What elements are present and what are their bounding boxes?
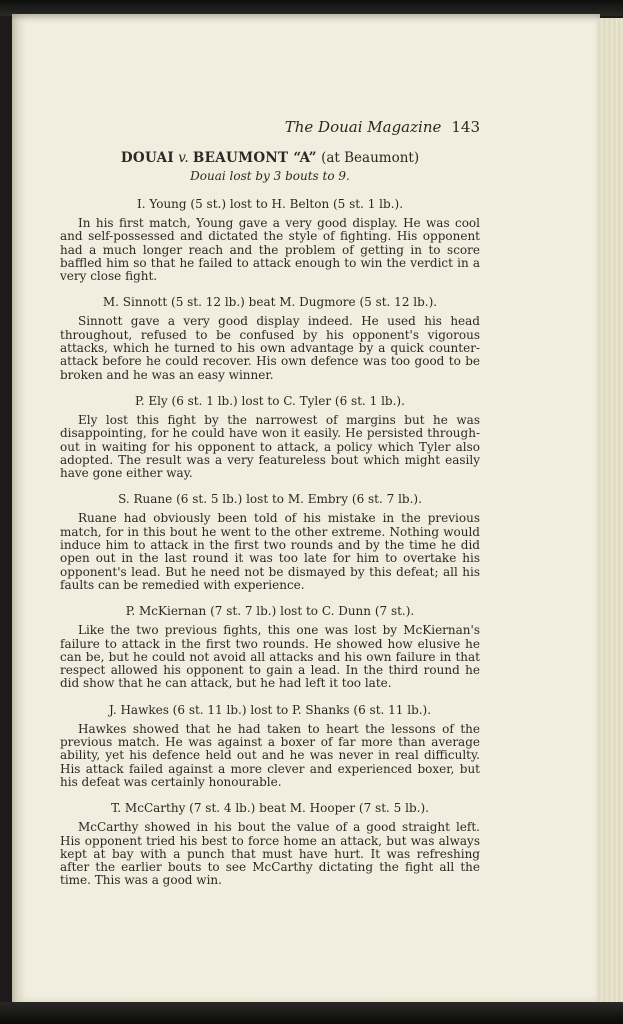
bout-report: McCarthy showed in his bout the value of a good straight left. His opponent tried his best to force home an attack, but was always kept at bay with a punch that must have hurt. It was refreshing after the earlier bouts to see McCarthy dictating the fight all the time. This was a good win. xyxy=(60,820,480,888)
bout-report: Ruane had obviously been told of his mistake in the previous match, for in this bout he went to the other extreme. Nothing would induce him to attack in the first two rounds and by the time he did open out in the last round it was too late for him to overtake his opponent's lead. But he need not be dismayed by this defeat; all his faults can be remedied with experience. xyxy=(60,511,480,592)
bout-report: Sinnott gave a very good display indeed. He used his head throughout, refused to be confused by his opponent's vigorous attacks, which he turned to his own advantage by a quick counter-attack before he could recover. His own defence was too good to be broken and he was an easy winner. xyxy=(60,314,480,382)
match-venue: (at Beaumont) xyxy=(321,150,420,166)
bout-section xyxy=(60,394,480,480)
page-content xyxy=(60,118,480,900)
bout-heading: S. Ruane (6 st. 5 lb.) lost to M. Embry (6 st. 7 lb.). xyxy=(118,492,422,507)
bout-section xyxy=(60,197,480,283)
bout-section xyxy=(60,492,480,592)
bout-heading: T. McCarthy (7 st. 4 lb.) beat M. Hooper (7 st. 5 lb.). xyxy=(111,801,429,816)
bout-report: Ely lost this fight by the narrowest of margins but he was disappointing, for he could have won it easily. He persisted through-out in waiting for his opponent to attack, a policy which Tyler also adopted. The result was a very featureless bout which might easily have gone either way. xyxy=(60,412,480,481)
bout-heading: I. Young (5 st.) lost to H. Belton (5 st. 1 lb.). xyxy=(136,197,404,211)
bout-heading: P. McKiernan (7 st. 7 lb.) lost to C. Dunn (7 st.). xyxy=(125,604,415,619)
running-head xyxy=(60,118,480,136)
bout-heading: J. Hawkes (6 st. 11 lb.) lost to P. Shanks (6 st. 11 lb.). xyxy=(108,702,432,717)
magazine-title: The Douai Magazine xyxy=(284,118,442,136)
match-versus: v. xyxy=(178,150,189,166)
bout-report: Like the two previous fights, this one was lost by McKiernan's failure to attack in the first two rounds. He showed how elusive he can be, but he could not avoid all attacks and his own failure in that respect allowed his opponent to gain a lead. In the third round he did show that he can attack, but he had left it too late. xyxy=(60,623,480,691)
match-result: Douai lost by 3 bouts to 9. xyxy=(190,169,350,183)
bout-section xyxy=(60,703,480,789)
bout-heading: M. Sinnott (5 st. 12 lb.) beat M. Dugmore (5 st. 12 lb.). xyxy=(102,295,438,310)
match-school: DOUAI xyxy=(120,150,174,166)
page-stack-edge xyxy=(598,18,623,1002)
bout-section xyxy=(60,295,480,381)
bout-section xyxy=(60,604,480,690)
match-opponent: BEAUMONT “A” xyxy=(192,150,317,166)
match-title xyxy=(60,150,480,166)
bout-report: In his first match, Young gave a very good display. He was cool and self-possessed and dictated the style of fighting. His opponent had a much longer reach and the problem of getting in to score baffled him so that he failed to attack enough to win the verdict in a very close fight. xyxy=(60,216,480,284)
page-number: 143 xyxy=(451,118,480,136)
binding-bottom-edge xyxy=(0,1002,623,1024)
bout-heading: P. Ely (6 st. 1 lb.) lost to C. Tyler (6 st. 1 lb.). xyxy=(135,393,405,408)
bout-section xyxy=(60,801,480,887)
bout-report: Hawkes showed that he had taken to heart the lessons of the previous match. He was against a boxer of far more than average ability, yet his defence held out and he was never in real difficulty. His attack failed against a more clever and experienced boxer, but his defeat was certainly honourable. xyxy=(60,721,480,789)
